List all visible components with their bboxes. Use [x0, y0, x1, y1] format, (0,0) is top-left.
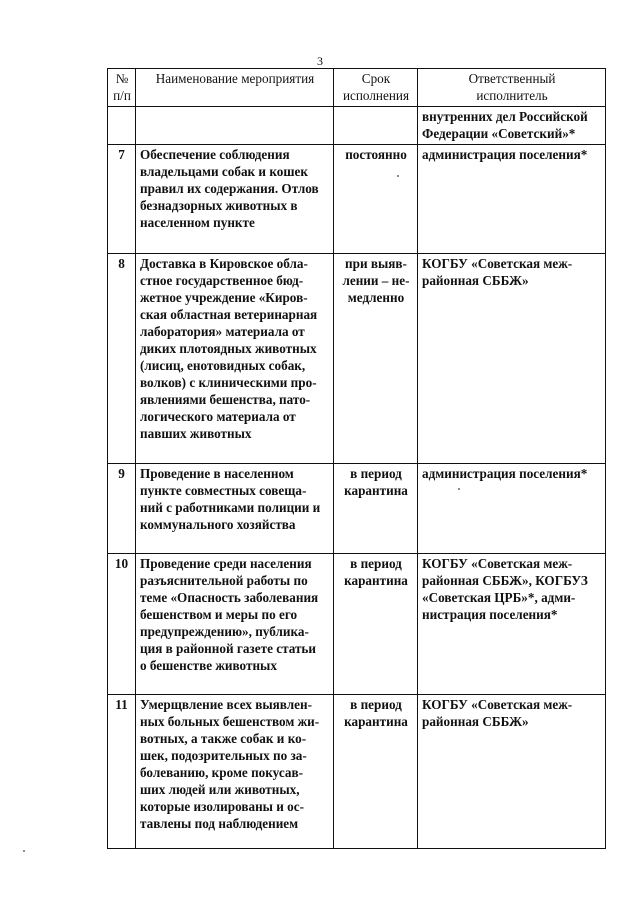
header-deadline: Срок исполнения	[334, 69, 418, 107]
cell-deadline: в период карантина	[334, 554, 418, 695]
cell-deadline: при выяв- лении – не- медленно	[334, 254, 418, 464]
cell-responsible: администрация поселения*	[418, 464, 606, 554]
table-header-row	[108, 69, 606, 107]
cell-event-name: Обеспечение соблюдения владельцами собак и кошек правил их содержания. Отлов безнадзорных животных в населенном пункте	[136, 145, 334, 254]
table-row	[108, 254, 606, 464]
scan-speck	[397, 175, 399, 177]
cell-deadline	[334, 107, 418, 145]
cell-responsible: внутренних дел Российской Федерации «Советский»*	[418, 107, 606, 145]
cell-number: 11	[108, 695, 136, 849]
cell-deadline: в период карантина	[334, 695, 418, 849]
cell-number: 8	[108, 254, 136, 464]
cell-number: 10	[108, 554, 136, 695]
table-row	[108, 695, 606, 849]
table-row-continuation	[108, 107, 606, 145]
cell-deadline: постоянно	[334, 145, 418, 254]
events-table	[107, 68, 606, 849]
cell-event-name: Умерщвление всех выявлен- ных больных бешенством жи- вотных, а также собак и ко- шек, подозрительных по за- болеванию, кроме покусав- ших людей или животных, которые изолированы и ос- тавлены под наблюдением	[136, 695, 334, 849]
cell-responsible: КОГБУ «Советская меж- районная СББЖ»	[418, 254, 606, 464]
cell-event-name	[136, 107, 334, 145]
cell-number: 7	[108, 145, 136, 254]
cell-responsible: КОГБУ «Советская меж- районная СББЖ», КОГБУЗ «Советская ЦРБ»*, адми- нистрация поселения*	[418, 554, 606, 695]
table-row	[108, 145, 606, 254]
table-row	[108, 554, 606, 695]
scan-speck	[23, 850, 25, 852]
cell-number	[108, 107, 136, 145]
page-number: 3	[317, 54, 323, 68]
cell-responsible: КОГБУ «Советская меж- районная СББЖ»	[418, 695, 606, 849]
scan-speck	[458, 488, 460, 490]
cell-deadline: в период карантина	[334, 464, 418, 554]
cell-event-name: Проведение среди населения разъяснительной работы по теме «Опасность заболевания бешенством и меры по его предупреждению», публика- ция в районной газете статьи о бешенстве животных	[136, 554, 334, 695]
table-row	[108, 464, 606, 554]
cell-number: 9	[108, 464, 136, 554]
header-number: № п/п	[108, 69, 136, 107]
header-responsible: Ответственный исполнитель	[418, 69, 606, 107]
header-event-name: Наименование мероприятия	[136, 69, 334, 107]
cell-event-name: Доставка в Кировское обла- стное государственное бюд- жетное учреждение «Киров- ская областная ветеринарная лаборатория» материала от диких плотоядных животных (лисиц, енотовидных собак, волков) с клиническими про- явлениями бешенства, пато- логического материала от павших животных	[136, 254, 334, 464]
cell-event-name: Проведение в населенном пункте совместных совеща- ний с работниками полиции и коммунального хозяйства	[136, 464, 334, 554]
cell-responsible: администрация поселения*	[418, 145, 606, 254]
